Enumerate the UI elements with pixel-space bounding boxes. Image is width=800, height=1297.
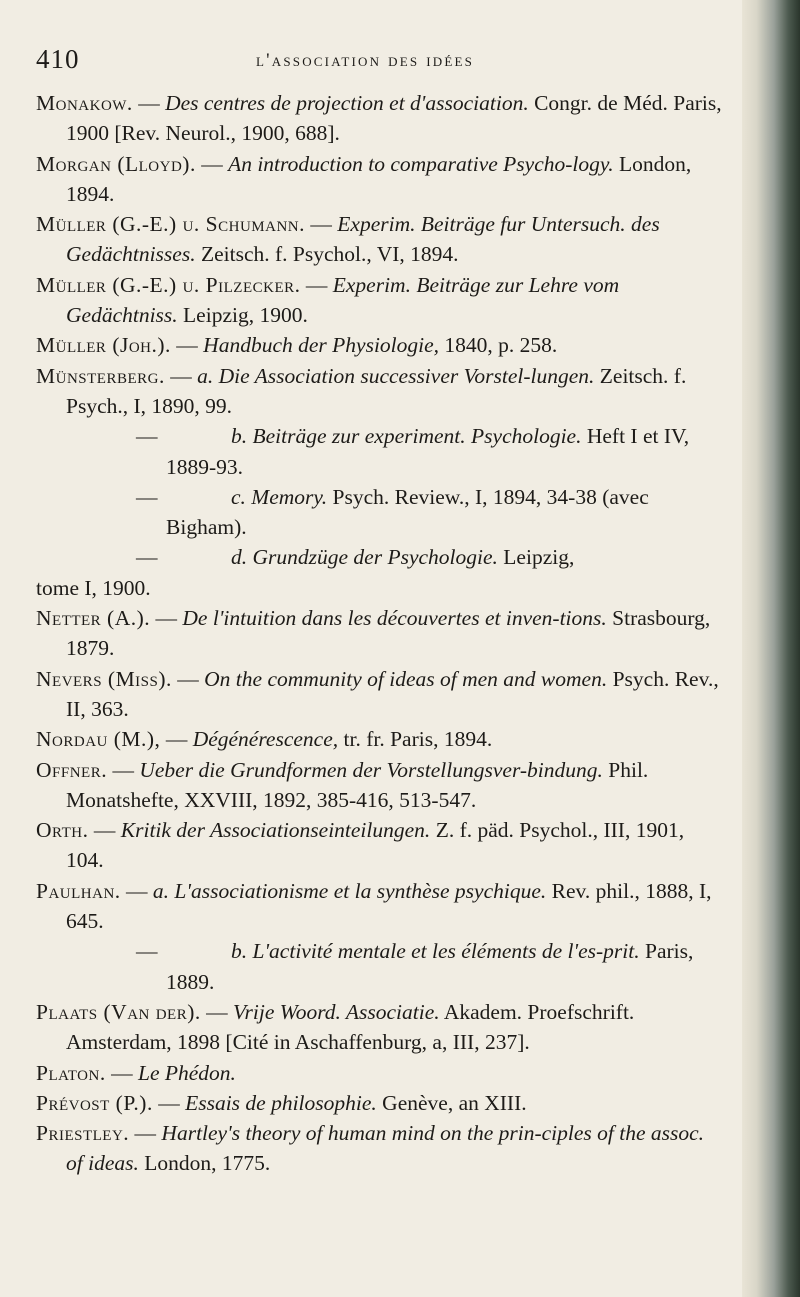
bibliography-entry <box>36 755 726 816</box>
bibliography-subentry <box>36 421 726 482</box>
entry-separator: — <box>120 878 153 903</box>
bibliography-subentry <box>36 936 726 997</box>
entry-dash: — <box>136 545 158 570</box>
entry-title: Essais de philosophie. <box>185 1090 377 1115</box>
page-header <box>36 44 716 84</box>
entry-details: Zeitsch. f. Psychol., VI, 1894. <box>195 242 459 267</box>
bibliography-entry <box>36 1088 726 1118</box>
entry-separator: — <box>300 272 333 297</box>
bibliography-entry <box>36 361 726 422</box>
entry-separator: — <box>88 818 121 843</box>
entry-title: L'associationisme et la synthèse psychique. <box>169 878 547 903</box>
entry-separator: — <box>150 606 183 631</box>
entry-letter: a. <box>152 878 170 903</box>
entry-separator: — <box>152 1090 186 1115</box>
entry-details: Leipzig, <box>497 545 575 570</box>
bibliography-entry <box>36 270 726 331</box>
entry-title: Kritik der Associationseinteilungen. <box>120 818 431 843</box>
bibliography-subentry <box>36 482 726 543</box>
bibliography-entry <box>36 209 726 270</box>
entry-author: Nevers (Miss). <box>36 666 172 691</box>
entry-title: Vrije Woord. Associatie. <box>233 999 440 1024</box>
entry-details: Paris, 1889. <box>166 939 694 994</box>
entry-author: Netter (A.). <box>36 606 151 631</box>
entry-title: Experim. Beiträge zur Lehre vom Gedächtniss. <box>66 272 620 328</box>
entry-letter: d. <box>231 545 248 570</box>
entry-dash: — <box>136 939 158 964</box>
entry-details: Z. f. päd. Psychol., III, 1901, 104. <box>66 818 685 873</box>
bibliography-entry <box>36 1118 726 1179</box>
bibliography-entry <box>36 876 726 937</box>
bibliography-list <box>36 88 726 1179</box>
entry-details: Zeitsch. f. Psych., I, 1890, 99. <box>66 363 687 418</box>
entry-title: Des centres de projection et d'association. <box>165 91 529 115</box>
entry-separator: — <box>105 1060 138 1085</box>
bibliography-entry <box>36 603 726 664</box>
entry-title: An introduction to comparative Psycho-logy. <box>228 151 614 176</box>
entry-separator: — <box>107 757 140 782</box>
entry-separator: — <box>129 1121 162 1146</box>
bibliography-entry <box>36 815 726 876</box>
bibliography-entry <box>36 997 726 1058</box>
entry-separator: — <box>171 666 205 691</box>
bibliography-entry <box>36 1058 726 1088</box>
entry-title: Beiträge zur experiment. Psychologie. <box>247 424 582 449</box>
bibliography-entry <box>36 149 726 210</box>
entry-separator: — <box>164 363 198 388</box>
running-head: l'association des idées <box>256 50 475 71</box>
entry-details: Akadem. Proefschrift. Amsterdam, 1898 [Cité in Aschaffenburg, a, III, 237]. <box>66 999 635 1055</box>
bibliography-entry <box>36 724 726 754</box>
entry-details: Psych. Rev., II, 363. <box>66 666 719 721</box>
page-edge-shadow <box>742 0 800 1297</box>
entry-title: Hartley's theory of human mind on the prin-ciples of the assoc. of ideas. <box>66 1121 705 1176</box>
entry-author: Müller (G.-E.) u. Schumann. <box>36 212 306 237</box>
entry-title: On the community of ideas of men and women. <box>204 666 608 691</box>
entry-continuation <box>36 573 726 603</box>
entry-details: Strasbourg, 1879. <box>66 606 711 661</box>
page-number: 410 <box>36 44 80 74</box>
entry-letter: b. <box>231 424 248 449</box>
entry-details: Heft I et IV, 1889-93. <box>166 424 690 479</box>
entry-letter: b. <box>231 939 248 964</box>
bibliography-subentry <box>36 542 726 572</box>
entry-dash: — <box>136 424 158 449</box>
entry-text: tome I, 1900. <box>36 575 151 600</box>
entry-details: Psych. Review., I, 1894, 34-38 (avec Bigham). <box>166 484 649 540</box>
entry-author: Müller (Joh.). <box>36 333 171 358</box>
entry-details: tr. fr. Paris, 1894. <box>338 727 493 752</box>
entry-author: Priestley. <box>36 1121 130 1146</box>
entry-author: Morgan (Lloyd). <box>36 151 196 176</box>
bibliography-entry <box>36 330 726 360</box>
entry-separator: — <box>305 212 338 237</box>
entry-author: Monakow. <box>36 91 133 115</box>
entry-letter: a. <box>197 363 214 388</box>
entry-title: Le Phédon. <box>137 1060 236 1085</box>
entry-details: Congr. de Méd. Paris, 1900 [Rev. Neurol., 1900, 688]. <box>66 91 722 146</box>
entry-title: Grundzüge der Psychologie. <box>247 545 498 570</box>
entry-title: Experim. Beiträge fur Untersuch. des Gedächtnisses. <box>66 212 660 267</box>
bibliography-entry <box>36 88 726 149</box>
entry-details: Leipzig, 1900. <box>177 303 308 328</box>
entry-details: 1840, p. 258. <box>439 333 558 358</box>
entry-separator: — <box>132 91 166 115</box>
entry-dash: — <box>136 484 158 509</box>
entry-title: Handbuch der Physiologie, <box>203 333 440 358</box>
entry-title: L'activité mentale et les éléments de l'es-prit. <box>247 939 640 964</box>
entry-details: Rev. phil., 1888, I, 645. <box>66 878 712 934</box>
entry-author: Paulhan. <box>36 878 121 903</box>
entry-title: De l'intuition dans les découvertes et inven-tions. <box>182 606 607 631</box>
entry-title: Ueber die Grundformen der Vorstellungsver-bindung. <box>139 757 603 782</box>
entry-details: Genève, an XIII. <box>376 1090 527 1115</box>
entry-author: Prévost (P.). <box>36 1090 153 1115</box>
entry-details: Phil. Monatshefte, XXVIII, 1892, 385-416, 513-547. <box>66 757 649 812</box>
entry-author: Orth. <box>36 818 89 843</box>
entry-details: London, 1894. <box>66 151 692 206</box>
entry-author: Nordau (M.), <box>36 727 161 752</box>
entry-author: Müller (G.-E.) u. Pilzecker. <box>36 272 301 297</box>
entry-author: Plaats (Van der). <box>36 999 201 1024</box>
entry-author: Offner. <box>36 757 108 782</box>
entry-title: Die Association successiver Vorstel-lungen. <box>213 363 595 388</box>
entry-details: London, 1775. <box>138 1151 271 1176</box>
entry-author: Münsterberg. <box>36 363 165 388</box>
entry-separator: — <box>195 151 229 176</box>
entry-separator: — <box>170 333 204 358</box>
entry-separator: — <box>200 999 234 1024</box>
entry-separator: — <box>160 727 193 752</box>
entry-title: Memory. <box>245 484 328 509</box>
entry-author: Platon. <box>36 1060 106 1085</box>
entry-letter: c. <box>231 484 246 509</box>
bibliography-entry <box>36 664 726 725</box>
entry-title: Dégénérescence, <box>192 727 339 752</box>
